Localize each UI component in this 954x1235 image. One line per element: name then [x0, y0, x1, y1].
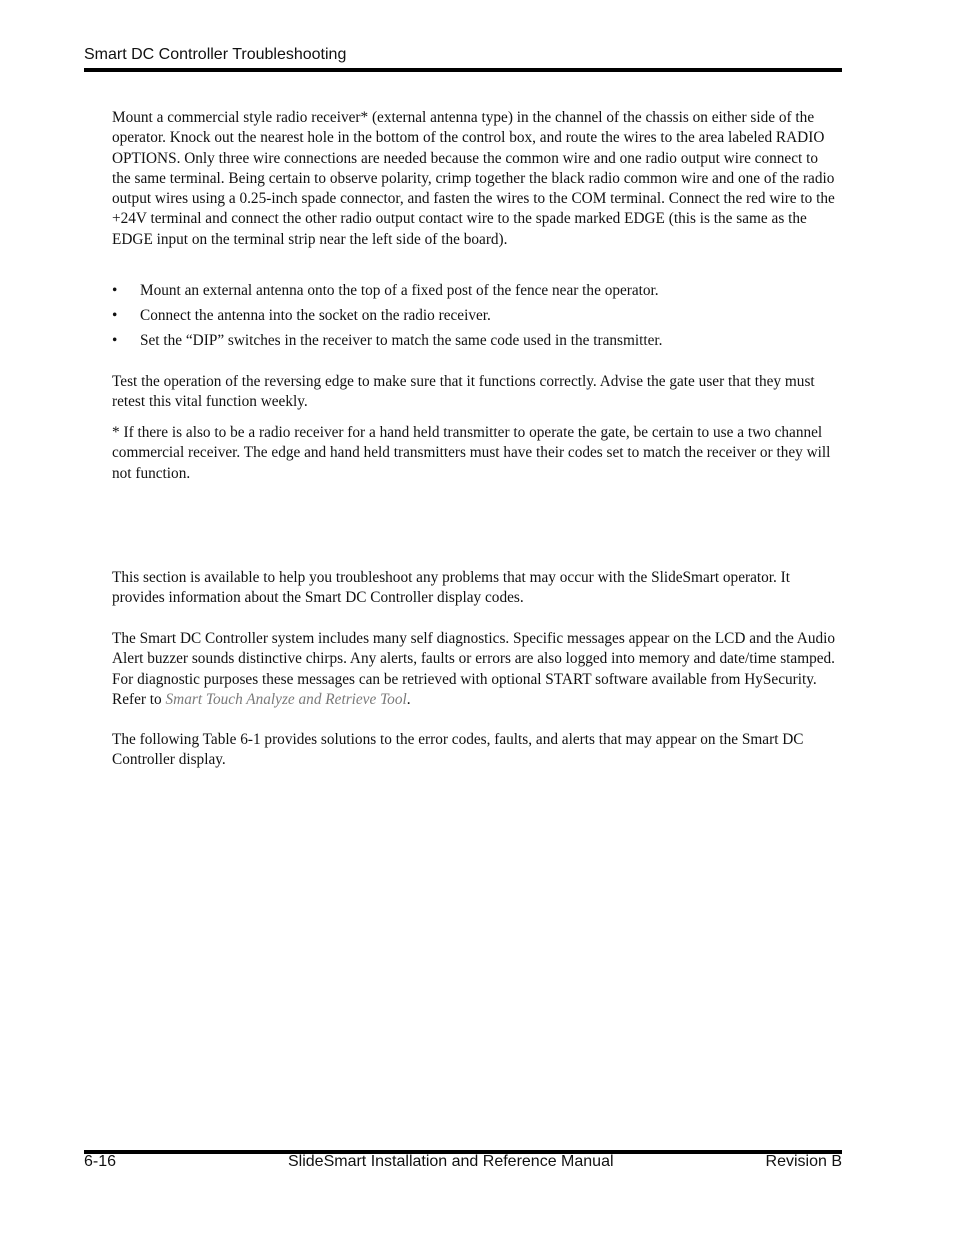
bullet-text: Connect the antenna into the socket on the radio receiver.	[140, 307, 491, 324]
section-intro-paragraph	[112, 568, 840, 609]
running-header-title: Smart DC Controller Troubleshooting	[84, 46, 347, 63]
mount-receiver-text: Mount a commercial style radio receiver* (external antenna type) in the channel of the chassis on either side of the operator. Knock out the nearest hole in the bottom of the control box, and route the wires to the area labeled RADIO OPTIONS. Only three wire connections are needed because the common wire and one radio output wire connect to the same terminal. Being certain to observe polarity, crimp together the black radio common wire and one of the radio output wires using a 0.25-inch spade connector, and fasten the wires to the COM terminal. Connect the red wire to the +24V terminal and connect the other radio output contact wire to the spade marked EDGE (this is the same as the EDGE input on the terminal strip near the left side of the board).	[112, 109, 835, 248]
diagnostics-text	[112, 629, 840, 710]
manual-title: SlideSmart Installation and Reference Manual	[288, 1153, 614, 1170]
diagnostics-text-end: .	[406, 690, 411, 708]
bullet-icon: •	[112, 332, 118, 349]
footnote-paragraph	[112, 423, 840, 484]
bullet-item	[112, 306, 840, 331]
bullet-text: Mount an external antenna onto the top of a fixed post of the fence near the operator.	[140, 282, 659, 299]
page-number: 6-16	[84, 1153, 117, 1170]
section-intro-text: This section is available to help you troubleshoot any problems that may occur with the SlideSmart operator. It provides information about the Smart DC Controller display codes.	[112, 569, 791, 607]
bullet-text: Set the “DIP” switches in the receiver to match the same code used in the transmitter.	[140, 332, 663, 349]
mount-receiver-paragraph	[112, 108, 840, 250]
test-edge-paragraph	[112, 372, 840, 413]
bullet-list	[112, 281, 840, 356]
table-reference-paragraph	[112, 730, 840, 771]
test-edge-text: Test the operation of the reversing edge to make sure that it functions correctly. Advise the gate user that they must retest this vital function weekly.	[112, 373, 815, 411]
bullet-item	[112, 331, 840, 356]
bullet-icon: •	[112, 307, 118, 324]
footnote-text: * If there is also to be a radio receiver for a hand held transmitter to operate the gate, be certain to use a two channel commercial receiver. The edge and hand held transmitters must have their codes set to match the receiver or they will not function.	[112, 424, 831, 482]
bullet-icon: •	[112, 282, 118, 299]
diagnostics-text-lead: The Smart DC Controller system includes many self diagnostics. Specific messages appear on the LCD and the Audio Alert buzzer sounds distinctive chirps. Any alerts, faults or errors are also logged into memory and date/time stamped. For diagnostic purposes these messages can be retrieved with optional START software available from HySecurity. Refer to	[112, 630, 836, 708]
bullet-item	[112, 281, 840, 306]
revision-label: Revision B	[765, 1153, 842, 1170]
diagnostics-paragraph	[112, 629, 840, 710]
analyze-retrieve-tool-link[interactable]: Smart Touch Analyze and Retrieve Tool	[165, 690, 407, 708]
table-reference-text: The following Table 6-1 provides solutions to the error codes, faults, and alerts that may appear on the Smart DC Controller display.	[112, 731, 804, 769]
header-rule	[84, 68, 842, 72]
